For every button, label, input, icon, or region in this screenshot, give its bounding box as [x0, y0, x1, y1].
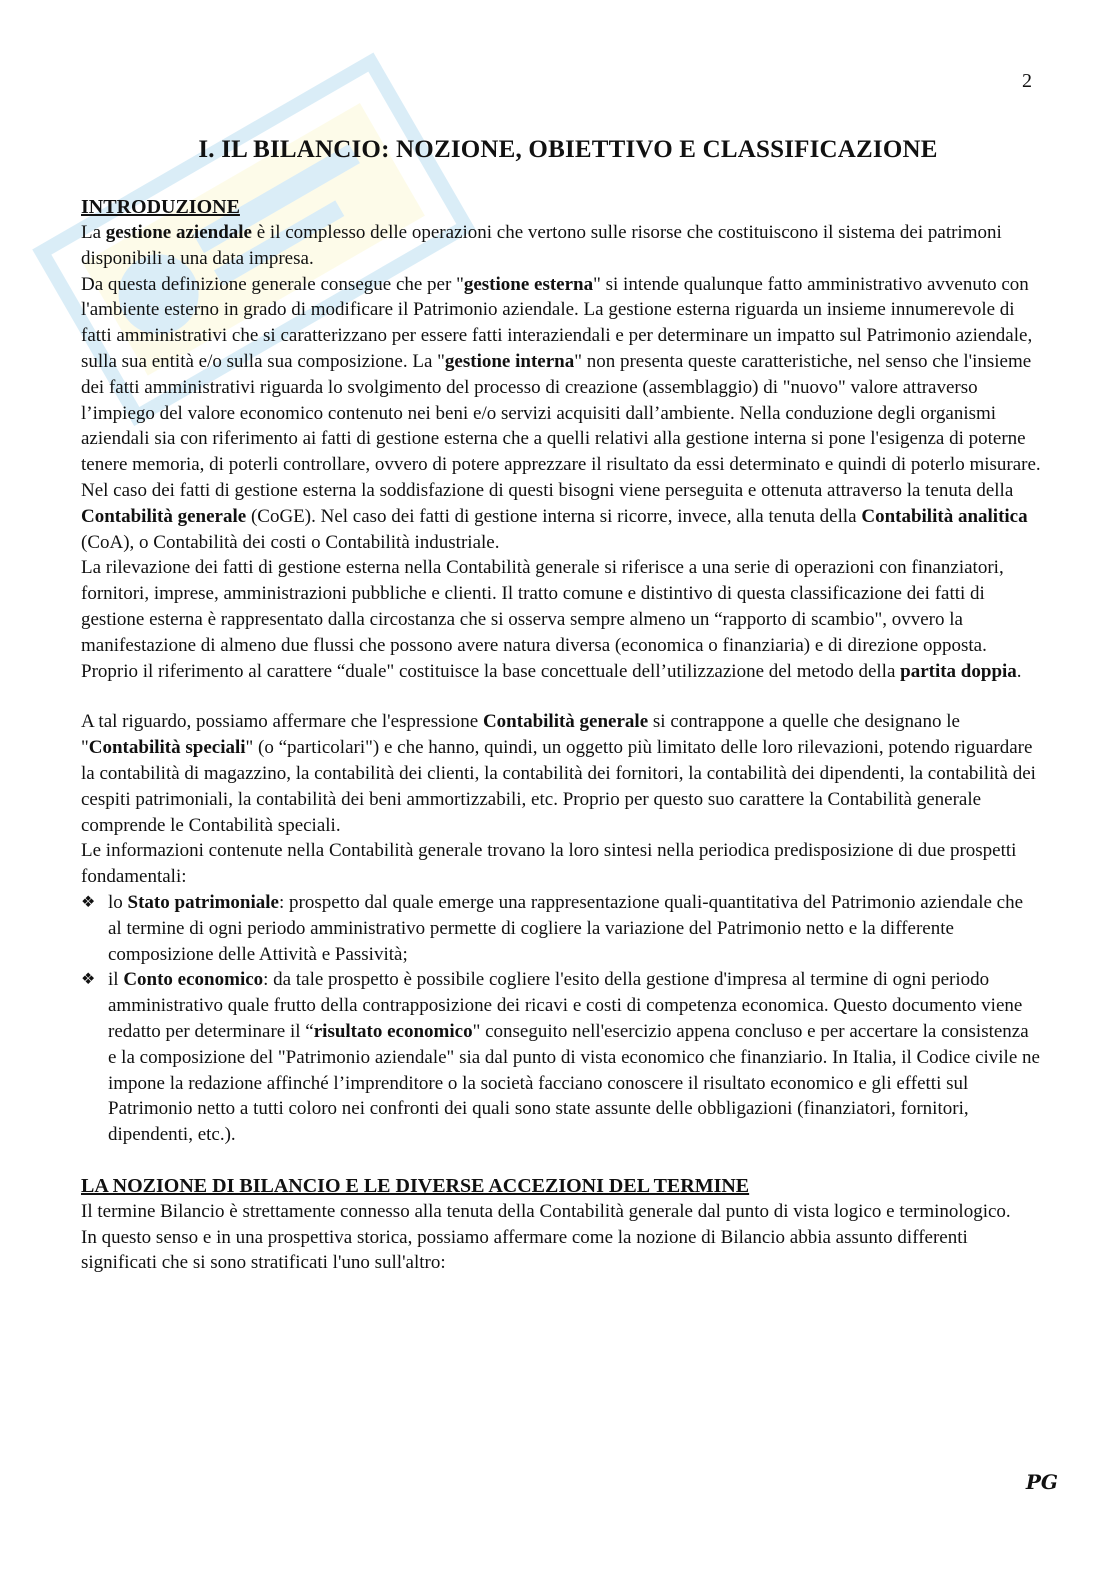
- paragraph: Le informazioni contenute nella Contabilità generale trovano la loro sintesi nella periodica predisposizione di due prospetti fondamentali:: [81, 840, 1017, 888]
- spacer: [81, 684, 1041, 709]
- paragraph: In questo senso e in una prospettiva storica, possiamo affermare come la nozione di Bilancio abbia assunto differenti significati che si sono stratificati l'uno sull'altro:: [81, 1226, 968, 1274]
- bullet-icon: ❖: [81, 971, 96, 989]
- author-signature: PG: [1025, 1470, 1058, 1494]
- paragraph: Da questa definizione generale consegue che per "gestione esterna" si intende qualunque fatto amministrativo avvenuto con l'ambiente esterno in grado di modificare il Patrimonio aziendale. La gestione esterna riguarda un insieme innumerevole di fatti amministrativi che si caratterizzano per essere fatti interaziendali e per determinare un impatto sul Patrimonio aziendale, sulla sua entità e/o sulla sua composizione. La "gestione interna" non presenta queste caratteristiche, nel senso che l'insieme dei fatti amministrativi riguarda lo svolgimento del processo di creazione (assemblaggio) di "nuovo" valore attraverso l’impiego del valore economico contenuto nei beni e/o servizi acquisiti dall’ambiente. Nella conduzione degli organismi aziendali sia con riferimento ai fatti di gestione esterna che a quelli relativi alla gestione interna si pone l'esigenza di poterne tenere memoria, di poterli controllare, ovvero di potere apprezzare il risultato da essi determinato e quindi di poterlo misurare. Nel caso dei fatti di gestione esterna la soddisfazione di questi bisogni viene perseguita e ottenuta attraverso la tenuta della Contabilità generale (CoGE). Nel caso dei fatti di gestione interna si ricorre, invece, alla tenuta della Contabilità analitica (CoA), o Contabilità dei costi o Contabilità industriale.: [81, 273, 1041, 553]
- paragraph: Il termine Bilancio è strettamente connesso alla tenuta della Contabilità generale dal punto di vista logico e terminologico.: [81, 1200, 1011, 1222]
- chapter-title: I. IL BILANCIO: NOZIONE, OBIETTIVO E CLASSIFICAZIONE: [198, 136, 938, 163]
- page-number: 2: [1022, 70, 1032, 92]
- list-item: ❖ lo Stato patrimoniale: prospetto dal quale emerge una rappresentazione quali-quantitativa del Patrimonio aziendale che al termine di ogni periodo amministrativo permette di cogliere la variazione del Patrimonio netto e la differente composizione delle Attività e Passività;: [81, 891, 1024, 965]
- spacer: [81, 1148, 1041, 1173]
- list-item: ❖ il Conto economico: da tale prospetto è possibile cogliere l'esito della gestione d'impresa al termine di ogni periodo amministrativo quale frutto della contrapposizione dei ricavi e costi di competenza economica. Questo documento viene redatto per determinare il “risultato economico" conseguito nell'esercizio appena concluso e per accertare la consistenza e la composizione del "Patrimonio aziendale" sia dal punto di vista economico che finanziario. In Italia, il Codice civile ne impone la redazione affinché l’imprenditore o la società facciano conoscere il risultato economico e gli effetti sul Patrimonio netto a tutti coloro nei confronti dei quali sono state assunte delle obbligazioni (finanziatori, fornitori, dipendenti, etc.).: [81, 969, 1040, 1146]
- bullet-icon: ❖: [81, 893, 96, 911]
- section-heading-nozione: LA NOZIONE DI BILANCIO E LE DIVERSE ACCEZIONI DEL TERMINE: [81, 1174, 750, 1197]
- paragraph: La gestione aziendale è il complesso delle operazioni che vertono sulle risorse che costituiscono il sistema dei patrimoni disponibili a una data impresa.: [81, 222, 1002, 269]
- paragraph: La rilevazione dei fatti di gestione esterna nella Contabilità generale si riferisce a una serie di operazioni con finanziatori, fornitori, imprese, amministrazioni pubbliche e clienti. Il tratto comune e distintivo di questa classificazione dei fatti di gestione esterna è rappresentato dalla circostanza che si osserva sempre almeno un “rapporto di scambio", ovvero la manifestazione di almeno due flussi che possono avere natura diversa (economica o finanziaria) e di direzione opposta. Proprio il riferimento al carattere “duale" costituisce la base concettuale dell’utilizzazione del metodo della partita doppia.: [81, 557, 1022, 682]
- paragraph: A tal riguardo, possiamo affermare che l'espressione Contabilità generale si contrappone a quelle che designano le "Contabilità speciali" (o “particolari") e che hanno, quindi, un oggetto più limitato delle loro rilevazioni, potendo riguardare la contabilità di magazzino, la contabilità dei clienti, la contabilità dei fornitori, la contabilità dei dipendenti, la contabilità dei cespiti patrimoniali, la contabilità dei beni ammortizzabili, etc. Proprio per questo suo carattere la Contabilità generale comprende le Contabilità speciali.: [81, 711, 1036, 836]
- section-heading-introduzione: INTRODUZIONE: [81, 196, 240, 218]
- main-content: [81, 194, 1041, 1276]
